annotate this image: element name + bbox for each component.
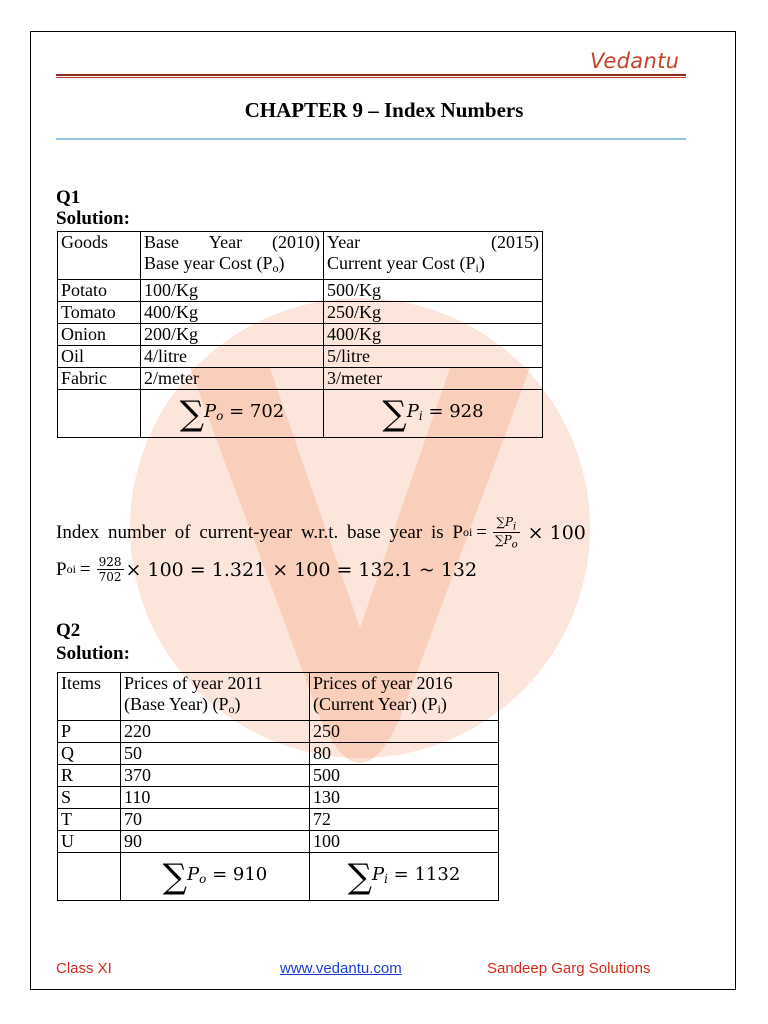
cell-item: Potato xyxy=(58,280,141,302)
subscript: i xyxy=(475,261,479,275)
formula-tail: × 100 xyxy=(527,521,586,544)
cell-item: Onion xyxy=(58,324,141,346)
q2-solution-label: Solution: xyxy=(56,643,130,664)
header-base-word: Year xyxy=(208,232,243,252)
cell-base: 370 xyxy=(121,765,310,787)
cell-base: 70 xyxy=(121,809,310,831)
cell-current: 500 xyxy=(310,765,499,787)
cell-base: 110 xyxy=(121,787,310,809)
table-header-row xyxy=(58,673,499,721)
table-row xyxy=(58,280,543,302)
cell-current: 400/Kg xyxy=(324,324,543,346)
table-sum-row xyxy=(58,390,543,438)
sum-base-value: = 910 xyxy=(212,863,268,885)
table-row xyxy=(58,809,499,831)
header-rule-thin xyxy=(56,77,686,78)
header-goods: Goods xyxy=(58,232,141,280)
cell-base: 220 xyxy=(121,721,310,743)
header-current-cost: Current year Cost (P xyxy=(327,253,476,273)
header-current-sub: (Current Year) (P xyxy=(313,694,438,714)
formula-fraction: $\frac{\sum P_i}{\sum P_o}$ xyxy=(495,515,518,551)
header-base-cost: Base year Cost (P xyxy=(144,253,273,273)
header-current: Year (2015) Current year Cost $(P_i)$ xyxy=(324,232,543,280)
footer-website-link[interactable]: www.vedantu.com xyxy=(280,960,402,977)
cell-item: T xyxy=(58,809,121,831)
q2-table xyxy=(57,672,499,901)
cell-current: 250 xyxy=(310,721,499,743)
calc-left: P xyxy=(56,558,67,580)
cell-current: 130 xyxy=(310,787,499,809)
cell-item: Fabric xyxy=(58,368,141,390)
calc-fraction xyxy=(97,555,124,584)
table-row xyxy=(58,743,499,765)
header-current: Prices of year 2016 (Current Year) $(P_i)$ xyxy=(310,673,499,721)
title-divider xyxy=(56,138,686,140)
cell-item: P xyxy=(58,721,121,743)
table-row xyxy=(58,302,543,324)
table-row xyxy=(58,368,543,390)
table-row xyxy=(58,346,543,368)
table-row xyxy=(58,787,499,809)
table-sum-row xyxy=(58,853,499,901)
table-row xyxy=(58,721,499,743)
sum-base: $\sum P_o = 702$ xyxy=(141,390,324,438)
q1-label: Q1 xyxy=(56,187,81,208)
sum-current: $\sum P_i = 1132$ xyxy=(310,853,499,901)
cell-item: R xyxy=(58,765,121,787)
header-base-word: Base xyxy=(144,232,179,252)
header-current-word: (2015) xyxy=(491,232,539,252)
sum-current-value: = 928 xyxy=(428,400,484,422)
cell-item: Q xyxy=(58,743,121,765)
table-row xyxy=(58,324,543,346)
calc-denominator: 702 xyxy=(98,570,122,584)
header-items: Items xyxy=(58,673,121,721)
header-base-sub: (Base Year) (P xyxy=(124,694,229,714)
header-base: Prices of year 2011 (Base Year) $(P_o)$ xyxy=(121,673,310,721)
table-row xyxy=(58,765,499,787)
cell-current: 100 xyxy=(310,831,499,853)
calc-numerator: 928 xyxy=(98,555,122,569)
chapter-title: CHAPTER 9 – Index Numbers xyxy=(244,98,524,122)
index-calculation: P oi = $\frac{928}{702}$ × 100 = 1.321 × 100 = 132.1 ~ 132 xyxy=(56,555,478,584)
vedantu-logo: Vedantu xyxy=(590,49,680,73)
header-current-word: Year xyxy=(327,232,361,252)
cell-current: 500/Kg xyxy=(324,280,543,302)
header-base-title: Prices of year 2011 xyxy=(124,673,263,693)
subscript: i xyxy=(437,702,441,716)
index-formula: Index number of current-year w.r.t. base year is P oi = $\frac{\sum P_i}{\sum P_o}$ × 100 xyxy=(56,515,586,551)
table-row xyxy=(58,831,499,853)
cell-base: 50 xyxy=(121,743,310,765)
cell-base: 4/litre xyxy=(141,346,324,368)
subscript: oi xyxy=(66,562,76,576)
cell-item: S xyxy=(58,787,121,809)
cell-item: Oil xyxy=(58,346,141,368)
cell-base: 400/Kg xyxy=(141,302,324,324)
subscript: oi xyxy=(462,525,473,540)
header-rule xyxy=(56,74,686,76)
header-base: Base Year (2010) Base year Cost $(P_o)$ xyxy=(141,232,324,280)
cell-empty xyxy=(58,853,121,901)
footer-book: Sandeep Garg Solutions xyxy=(487,960,651,977)
subscript: o xyxy=(272,261,279,275)
footer-link-wrap xyxy=(280,960,402,977)
cell-base: 200/Kg xyxy=(141,324,324,346)
q1-table xyxy=(57,231,543,438)
sum-base: $\sum P_o = 910$ xyxy=(121,853,310,901)
calc-result: × 100 = 1.321 × 100 = 132.1 ~ 132 xyxy=(125,558,478,581)
cell-item: Tomato xyxy=(58,302,141,324)
subscript: o xyxy=(228,702,235,716)
header-current-title: Prices of year 2016 xyxy=(313,673,453,693)
cell-empty xyxy=(58,390,141,438)
cell-current: 3/meter xyxy=(324,368,543,390)
cell-current: 250/Kg xyxy=(324,302,543,324)
sum-current: $\sum P_i = 928$ xyxy=(324,390,543,438)
q2-label: Q2 xyxy=(56,620,81,641)
q1-solution-label: Solution: xyxy=(56,208,130,229)
cell-base: 2/meter xyxy=(141,368,324,390)
formula-text: Index number of current-year w.r.t. base year is P xyxy=(56,521,463,543)
table-header-row xyxy=(58,232,543,280)
header-base-word: (2010) xyxy=(271,232,320,252)
cell-current: 80 xyxy=(310,743,499,765)
cell-base: 100/Kg xyxy=(141,280,324,302)
cell-item: U xyxy=(58,831,121,853)
footer-class: Class XI xyxy=(56,960,112,977)
cell-base: 90 xyxy=(121,831,310,853)
cell-current: 5/litre xyxy=(324,346,543,368)
sum-current-value: = 1132 xyxy=(393,863,461,885)
sum-base-value: = 702 xyxy=(229,400,285,422)
cell-current: 72 xyxy=(310,809,499,831)
